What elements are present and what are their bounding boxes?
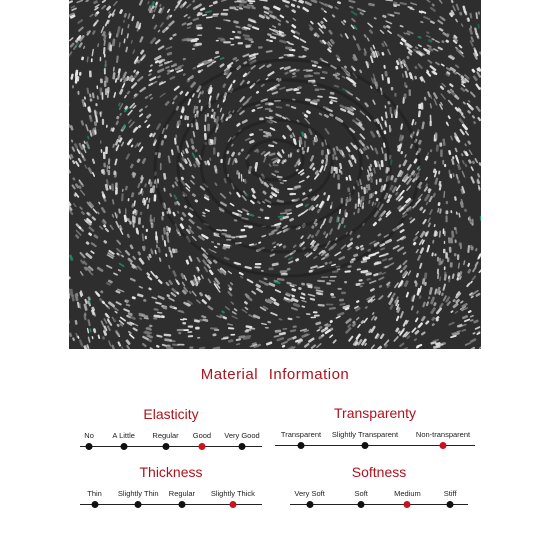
elasticity-dot	[86, 443, 93, 450]
material-information-title: Material Information	[200, 366, 350, 383]
softness-dot	[306, 501, 313, 508]
transparency-option-label: Slightly Transparent	[331, 430, 399, 439]
elasticity-option-label: Very Good	[224, 431, 260, 440]
elasticity-option-label: Good	[192, 431, 212, 440]
softness-option-label: Soft	[354, 489, 368, 498]
thickness-option-label: Slightly Thick	[210, 489, 255, 498]
thickness-dot	[91, 501, 98, 508]
transparency-option-label: Non-transparent	[415, 430, 471, 439]
softness-dot	[358, 501, 365, 508]
fabric-photo	[69, 0, 481, 349]
softness-selected-dot	[404, 501, 411, 508]
softness-options	[290, 489, 468, 499]
softness-option-label: Very Soft	[294, 489, 325, 498]
elasticity-option-label: A Little	[112, 431, 135, 440]
thickness-options	[80, 489, 262, 499]
tweed-fabric-image	[69, 0, 481, 349]
elasticity-label: Elasticity	[143, 406, 199, 422]
thickness-selected-dot	[229, 501, 236, 508]
elasticity-options	[80, 431, 262, 441]
transparency-selected-dot	[440, 442, 447, 449]
thickness-dot	[178, 501, 185, 508]
elasticity-dot	[120, 443, 127, 450]
softness-line	[290, 504, 468, 505]
transparency-options	[275, 430, 475, 440]
transparency-label: Transparenty	[334, 405, 416, 421]
thickness-option-label: Thin	[87, 489, 102, 498]
elasticity-line	[80, 446, 262, 447]
thickness-option-label: Slightly Thin	[117, 489, 159, 498]
softness-dot	[447, 501, 454, 508]
elasticity-selected-dot	[198, 443, 205, 450]
transparency-dot	[362, 442, 369, 449]
elasticity-option-label: No	[84, 431, 94, 440]
transparency-option-label: Transparent	[280, 430, 322, 439]
softness-option-label: Stiff	[443, 489, 457, 498]
softness-label: Softness	[351, 464, 407, 480]
thickness-dot	[135, 501, 142, 508]
softness-option-label: Medium	[394, 489, 421, 498]
thickness-label: Thickness	[139, 464, 203, 480]
thickness-option-label: Regular	[168, 489, 196, 498]
elasticity-dot	[238, 443, 245, 450]
elasticity-dot	[162, 443, 169, 450]
transparency-dot	[298, 442, 305, 449]
elasticity-option-label: Regular	[152, 431, 179, 440]
